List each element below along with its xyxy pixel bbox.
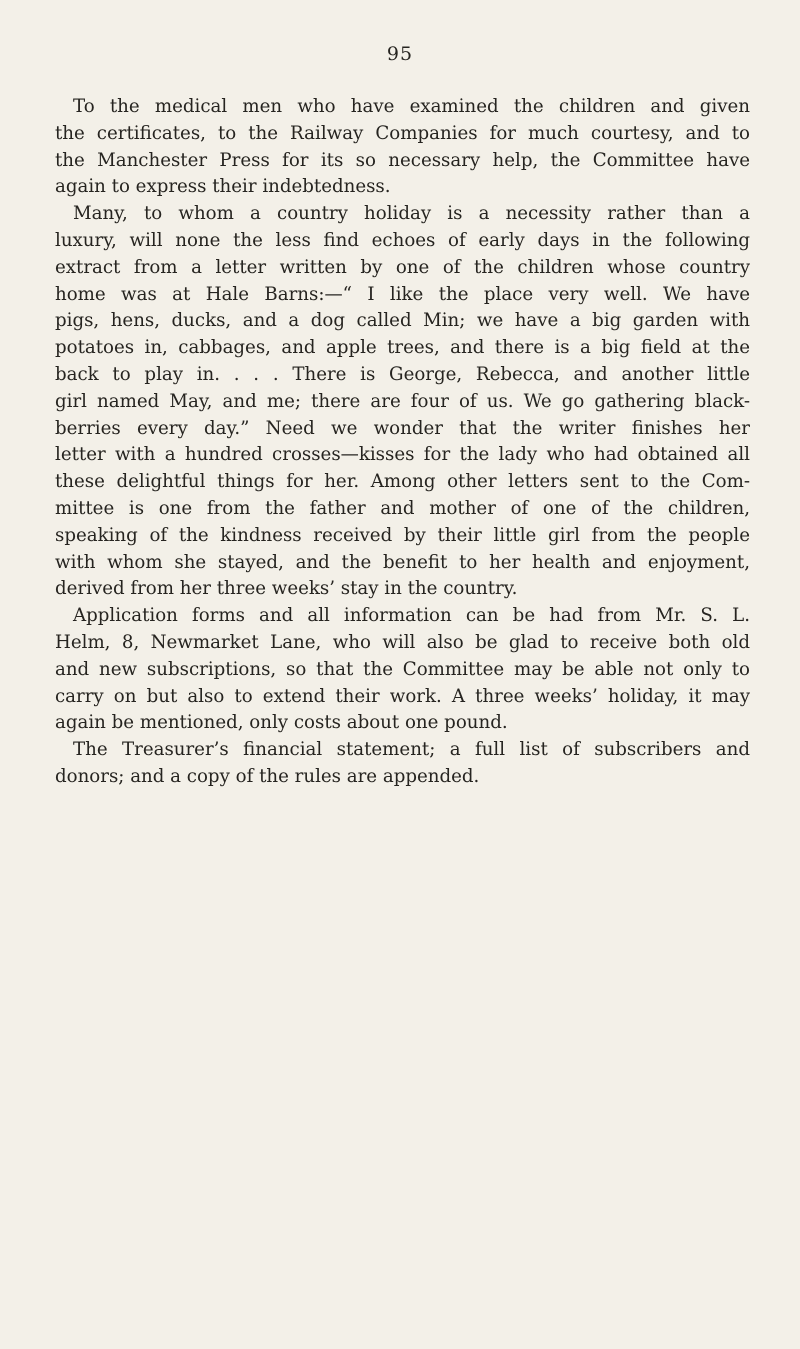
text-line: speaking of the kindness received by their little girl from the people xyxy=(55,524,750,546)
text-line: back to play in. . . . There is George, Rebecca, and another little xyxy=(55,363,750,385)
text-line: letter with a hundred crosses—kisses for the lady who had obtained all xyxy=(55,444,750,466)
text-line: Application forms and all information can be had from Mr. S. L. xyxy=(73,605,750,627)
body-text xyxy=(55,94,750,791)
text-line: To the medical men who have examined the children and given xyxy=(73,96,750,117)
text-line: the Manchester Press for its so necessary help, the Committee have xyxy=(55,149,750,171)
text-line: luxury, will none the less find echoes of early days in the following xyxy=(55,229,750,251)
text-line: with whom she stayed, and the benefit to her health and enjoyment, xyxy=(55,551,750,573)
text-line: girl named May, and me; there are four of us. We go gathering black- xyxy=(55,390,750,412)
text-line: berries every day.” Need we wonder that the writer finishes her xyxy=(55,417,750,439)
text-line: donors; and a copy of the rules are appended. xyxy=(55,765,480,787)
text-line: derived from her three weeks’ stay in the country. xyxy=(55,578,518,600)
text-line: again to express their indebtedness. xyxy=(55,176,391,198)
text-line: mittee is one from the father and mother of one of the children, xyxy=(55,497,750,519)
text-line: The Treasurer’s financial statement; a full list of subscribers and xyxy=(73,739,750,761)
text-line: again be mentioned, only costs about one pound. xyxy=(55,712,508,734)
text-line: the certificates, to the Railway Companies for much courtesy, and to xyxy=(55,122,750,144)
paragraph-treasurer-statement xyxy=(55,737,750,791)
paragraph-application-info xyxy=(55,603,750,737)
text-line: these delightful things for her. Among other letters sent to the Com- xyxy=(55,471,750,493)
paragraph-letter-extract xyxy=(55,201,750,603)
text-line: home was at Hale Barns:—“ I like the place very well. We have xyxy=(55,283,750,305)
paragraph-acknowledgements xyxy=(55,94,750,201)
page-number: 95 xyxy=(386,43,414,65)
text-line: Helm, 8, Newmarket Lane, who will also be glad to receive both old xyxy=(55,631,750,653)
text-line: extract from a letter written by one of the children whose country xyxy=(55,256,750,278)
text-line: and new subscriptions, so that the Committee may be able not only to xyxy=(55,658,750,680)
text-line: Many, to whom a country holiday is a necessity rather than a xyxy=(73,203,750,225)
text-line: potatoes in, cabbages, and apple trees, and there is a big field at the xyxy=(55,337,750,359)
text-line: carry on but also to extend their work. A three weeks’ holiday, it may xyxy=(55,685,750,707)
text-line: pigs, hens, ducks, and a dog called Min; we have a big garden with xyxy=(55,310,750,332)
